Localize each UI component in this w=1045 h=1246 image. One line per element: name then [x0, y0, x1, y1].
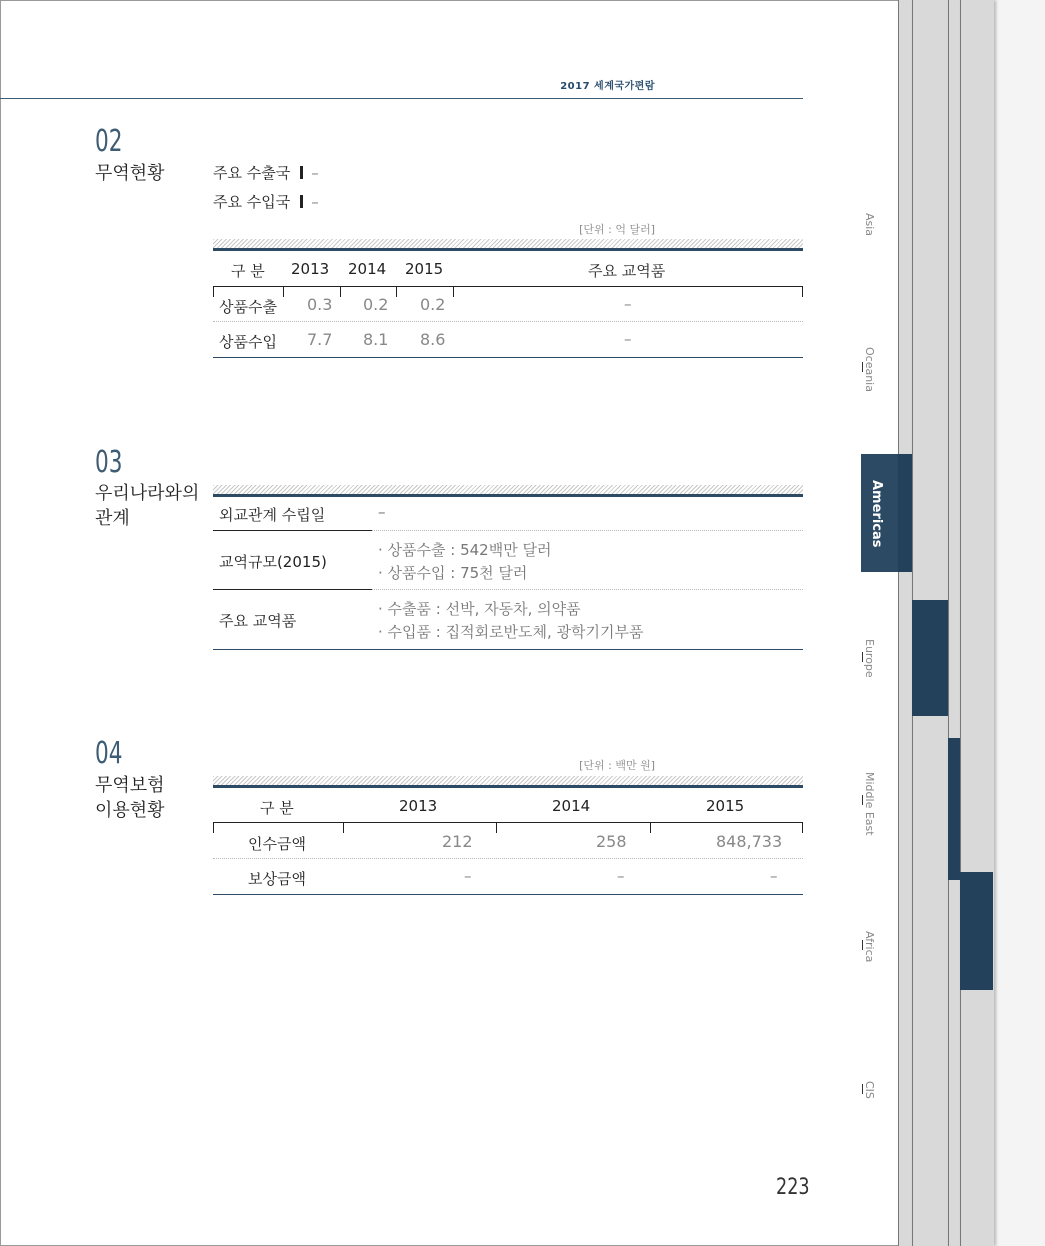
- label-divider: [213, 530, 372, 531]
- tab-americas[interactable]: Americas: [869, 480, 884, 548]
- section-title: 이용현황: [95, 800, 165, 821]
- page-edge-tab: [912, 600, 948, 716]
- column-tick: [396, 286, 397, 297]
- label-divider: [213, 589, 372, 590]
- section-title: 관계: [95, 508, 130, 529]
- section-title: 무역보험: [95, 775, 165, 796]
- column-tick: [496, 822, 497, 833]
- value-2014: 0.2: [363, 295, 389, 314]
- value-2014: 8.1: [363, 330, 389, 349]
- page-number: 223: [776, 1175, 810, 1200]
- table-hatch: [213, 776, 803, 785]
- column-header: 구 분: [231, 262, 265, 280]
- value-2013: –: [464, 867, 472, 885]
- bar-marker: [300, 195, 303, 208]
- table-bottom-rule: [213, 894, 803, 895]
- bar-marker: [300, 166, 303, 179]
- table-top-rule: [213, 785, 803, 788]
- value-2015: 0.2: [420, 295, 446, 314]
- row-value: · 수출품 : 선박, 자동차, 의약품: [378, 600, 581, 618]
- column-header: 2013: [291, 260, 330, 278]
- column-tick: [802, 822, 803, 833]
- column-tick: [213, 286, 214, 297]
- row-divider: [372, 589, 803, 590]
- row-label: 보상금액: [248, 870, 306, 888]
- header-rule: [0, 98, 803, 99]
- column-tick: [650, 822, 651, 833]
- section-title: 무역현황: [95, 163, 165, 184]
- section-title: 우리나라와의: [95, 483, 200, 504]
- value-2014: 258: [596, 832, 627, 851]
- section-number: 03: [95, 445, 123, 480]
- book-title: 2017 세계국가편람: [560, 81, 655, 92]
- unit-label: [단위 : 억 달러]: [579, 223, 655, 236]
- tab-middle-east[interactable]: Middle East: [863, 772, 876, 836]
- row-label: 상품수출: [219, 298, 277, 316]
- row-label: 외교관계 수립일: [219, 506, 326, 524]
- table-hatch: [213, 485, 803, 494]
- column-tick: [453, 286, 454, 297]
- main-export-country-value: –: [311, 164, 319, 182]
- column-tick: [283, 286, 284, 297]
- table-top-rule: [213, 494, 803, 497]
- tab-oceania[interactable]: Oceania: [863, 347, 876, 392]
- row-label: 인수금액: [248, 835, 306, 853]
- section-number: 02: [95, 124, 123, 159]
- table-bottom-rule: [213, 649, 803, 650]
- page-edge-tab: [948, 738, 960, 880]
- column-header: 2014: [552, 797, 591, 815]
- main-import-country-value: –: [311, 193, 319, 211]
- value-2013: 0.3: [307, 295, 333, 314]
- column-header: 구 분: [260, 799, 294, 817]
- main-import-country-label: 주요 수입국: [213, 193, 291, 211]
- column-header: 주요 교역품: [588, 262, 666, 280]
- table-bottom-rule: [213, 357, 803, 358]
- main-import-country-row: [213, 191, 319, 212]
- column-header: 2014: [348, 260, 387, 278]
- value-2015: –: [770, 867, 778, 885]
- value-2013: 7.7: [307, 330, 333, 349]
- trade-goods-value: –: [624, 330, 632, 348]
- row-value: · 상품수입 : 75천 달러: [378, 564, 528, 582]
- row-value: –: [378, 503, 386, 521]
- row-divider: [213, 321, 803, 322]
- section-number: 04: [95, 736, 123, 771]
- page-edge-tab: [898, 454, 912, 572]
- tab-cis[interactable]: CIS: [863, 1081, 876, 1099]
- column-header: 2015: [706, 797, 745, 815]
- page-edge-tab: [960, 872, 993, 990]
- column-tick: [343, 822, 344, 833]
- row-label: 주요 교역품: [219, 612, 297, 630]
- row-value: · 수입품 : 집적회로반도체, 광학기기부품: [378, 623, 644, 641]
- header-divider: [213, 286, 803, 287]
- column-tick: [802, 286, 803, 297]
- main-export-country-label: 주요 수출국: [213, 164, 291, 182]
- page-edge: [960, 0, 994, 1246]
- table-hatch: [213, 239, 803, 248]
- row-value: · 상품수출 : 542백만 달러: [378, 541, 552, 559]
- value-2015: 848,733: [716, 832, 783, 851]
- row-label: 교역규모(2015): [219, 553, 327, 571]
- tab-europe[interactable]: Europe: [863, 639, 876, 678]
- column-header: 2015: [405, 260, 444, 278]
- page-edge: [898, 0, 913, 1246]
- row-divider: [372, 530, 803, 531]
- tab-africa[interactable]: Africa: [863, 931, 876, 963]
- value-2013: 212: [442, 832, 473, 851]
- row-label: 상품수입: [219, 333, 277, 351]
- tab-asia[interactable]: Asia: [863, 213, 876, 237]
- trade-goods-value: –: [624, 295, 632, 313]
- value-2015: 8.6: [420, 330, 446, 349]
- unit-label: [단위 : 백만 원]: [579, 759, 655, 772]
- main-export-country-row: [213, 162, 319, 183]
- value-2014: –: [617, 867, 625, 885]
- column-tick: [340, 286, 341, 297]
- table-top-rule: [213, 248, 803, 251]
- row-divider: [213, 858, 803, 859]
- header-divider: [213, 822, 803, 823]
- column-tick: [213, 822, 214, 833]
- column-header: 2013: [399, 797, 438, 815]
